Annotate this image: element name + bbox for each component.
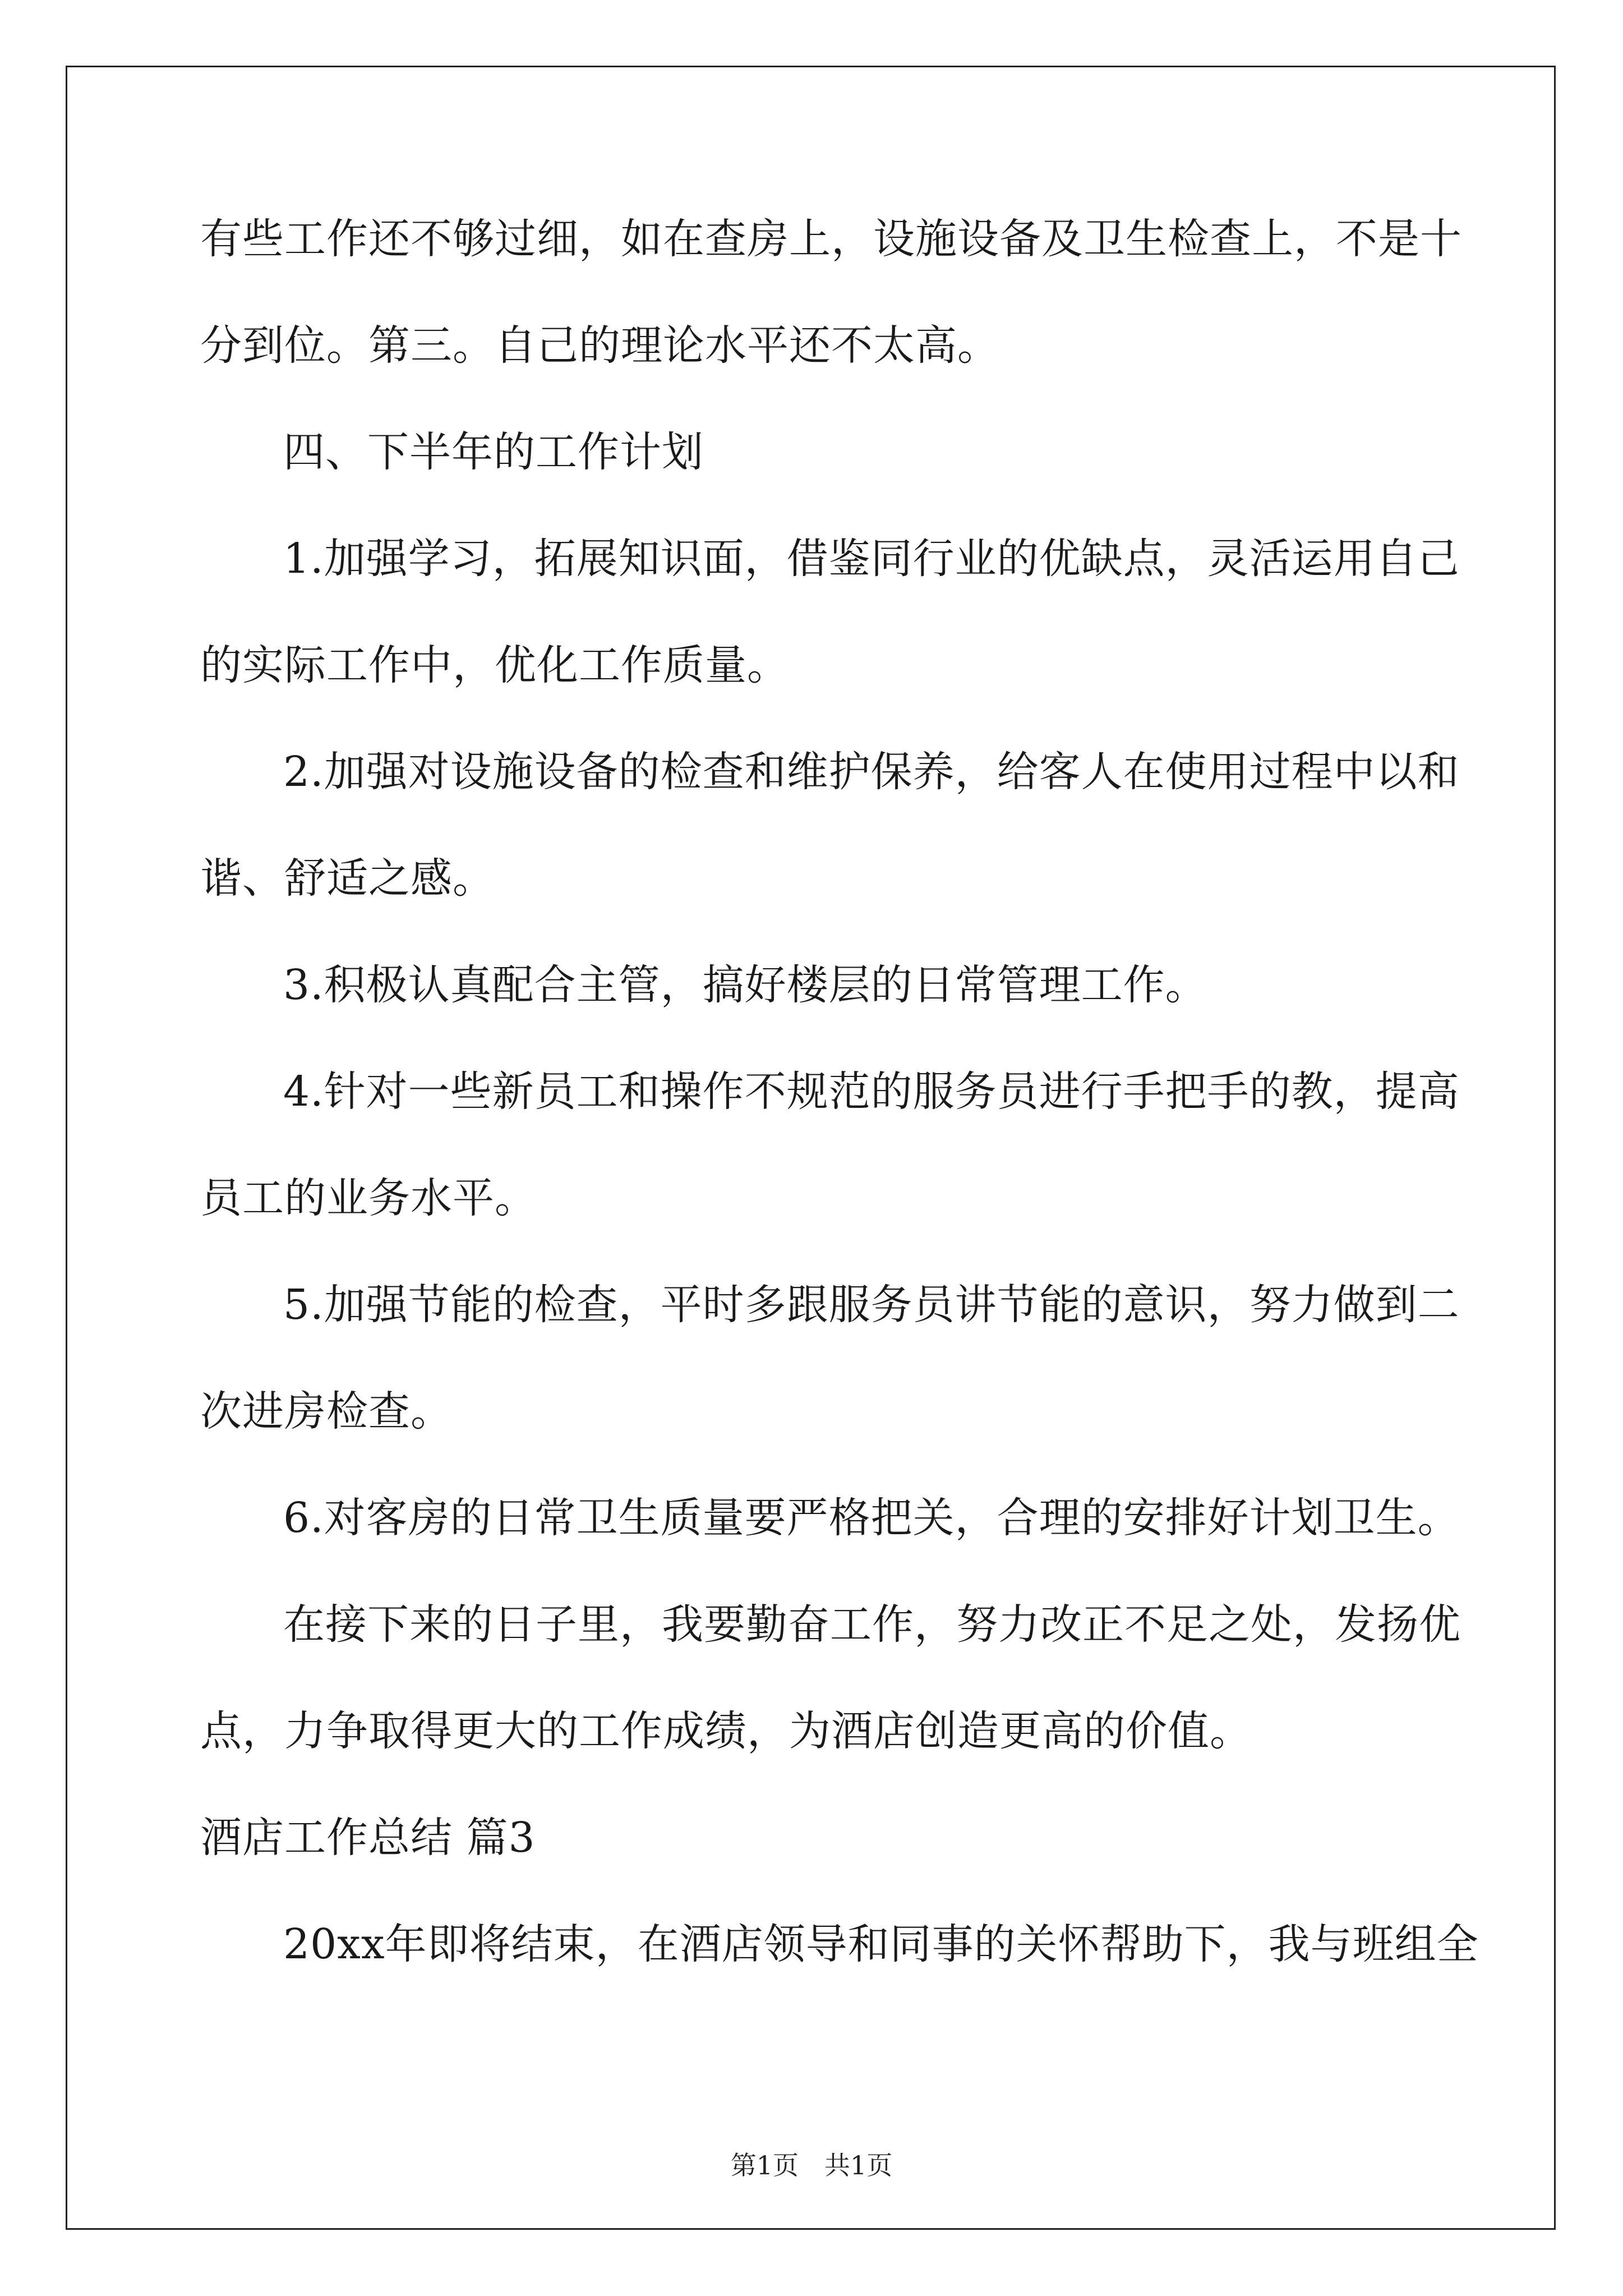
section-heading: 四、下半年的工作计划: [283, 428, 704, 476]
list-item: 3.积极认真配合主管，搞好楼层的日常管理工作。: [283, 961, 1207, 1009]
text-line: 分到位。第三。自己的理论水平还不太高。: [200, 321, 999, 370]
text-line: 点，力争取得更大的工作成绩，为酒店创造更高的价值。: [200, 1707, 1252, 1755]
list-item: 5.加强节能的检查，平时多跟服务员讲节能的意识，努力做到二: [283, 1281, 1460, 1329]
text-line: 次进房检查。: [200, 1387, 453, 1435]
text-line: 员工的业务水平。: [200, 1174, 537, 1222]
text-line: 谐、舒适之感。: [200, 854, 495, 903]
list-item: 1.加强学习，拓展知识面，借鉴同行业的优缺点，灵活运用自己: [283, 535, 1460, 583]
list-item: 6.对客房的日常卫生质量要严格把关，合理的安排好计划卫生。: [283, 1494, 1460, 1542]
article-title: 酒店工作总结 篇3: [200, 1814, 536, 1862]
paragraph-line: 在接下来的日子里，我要勤奋工作，努力改正不足之处，发扬优: [283, 1600, 1461, 1649]
text-line: 有些工作还不够过细，如在查房上，设施设备及卫生检查上，不是十: [200, 215, 1462, 263]
page-border: [66, 66, 1556, 2230]
paragraph-line: 20xx年即将结束，在酒店领导和同事的关怀帮助下，我与班组全: [283, 1920, 1479, 1968]
page-number: 第1页 共1页: [730, 2150, 893, 2180]
list-item: 2.加强对设施设备的检查和维护保养，给客人在使用过程中以和: [283, 748, 1460, 796]
list-item: 4.针对一些新员工和操作不规范的服务员进行手把手的教，提高: [283, 1068, 1460, 1116]
text-line: 的实际工作中，优化工作质量。: [200, 641, 789, 689]
